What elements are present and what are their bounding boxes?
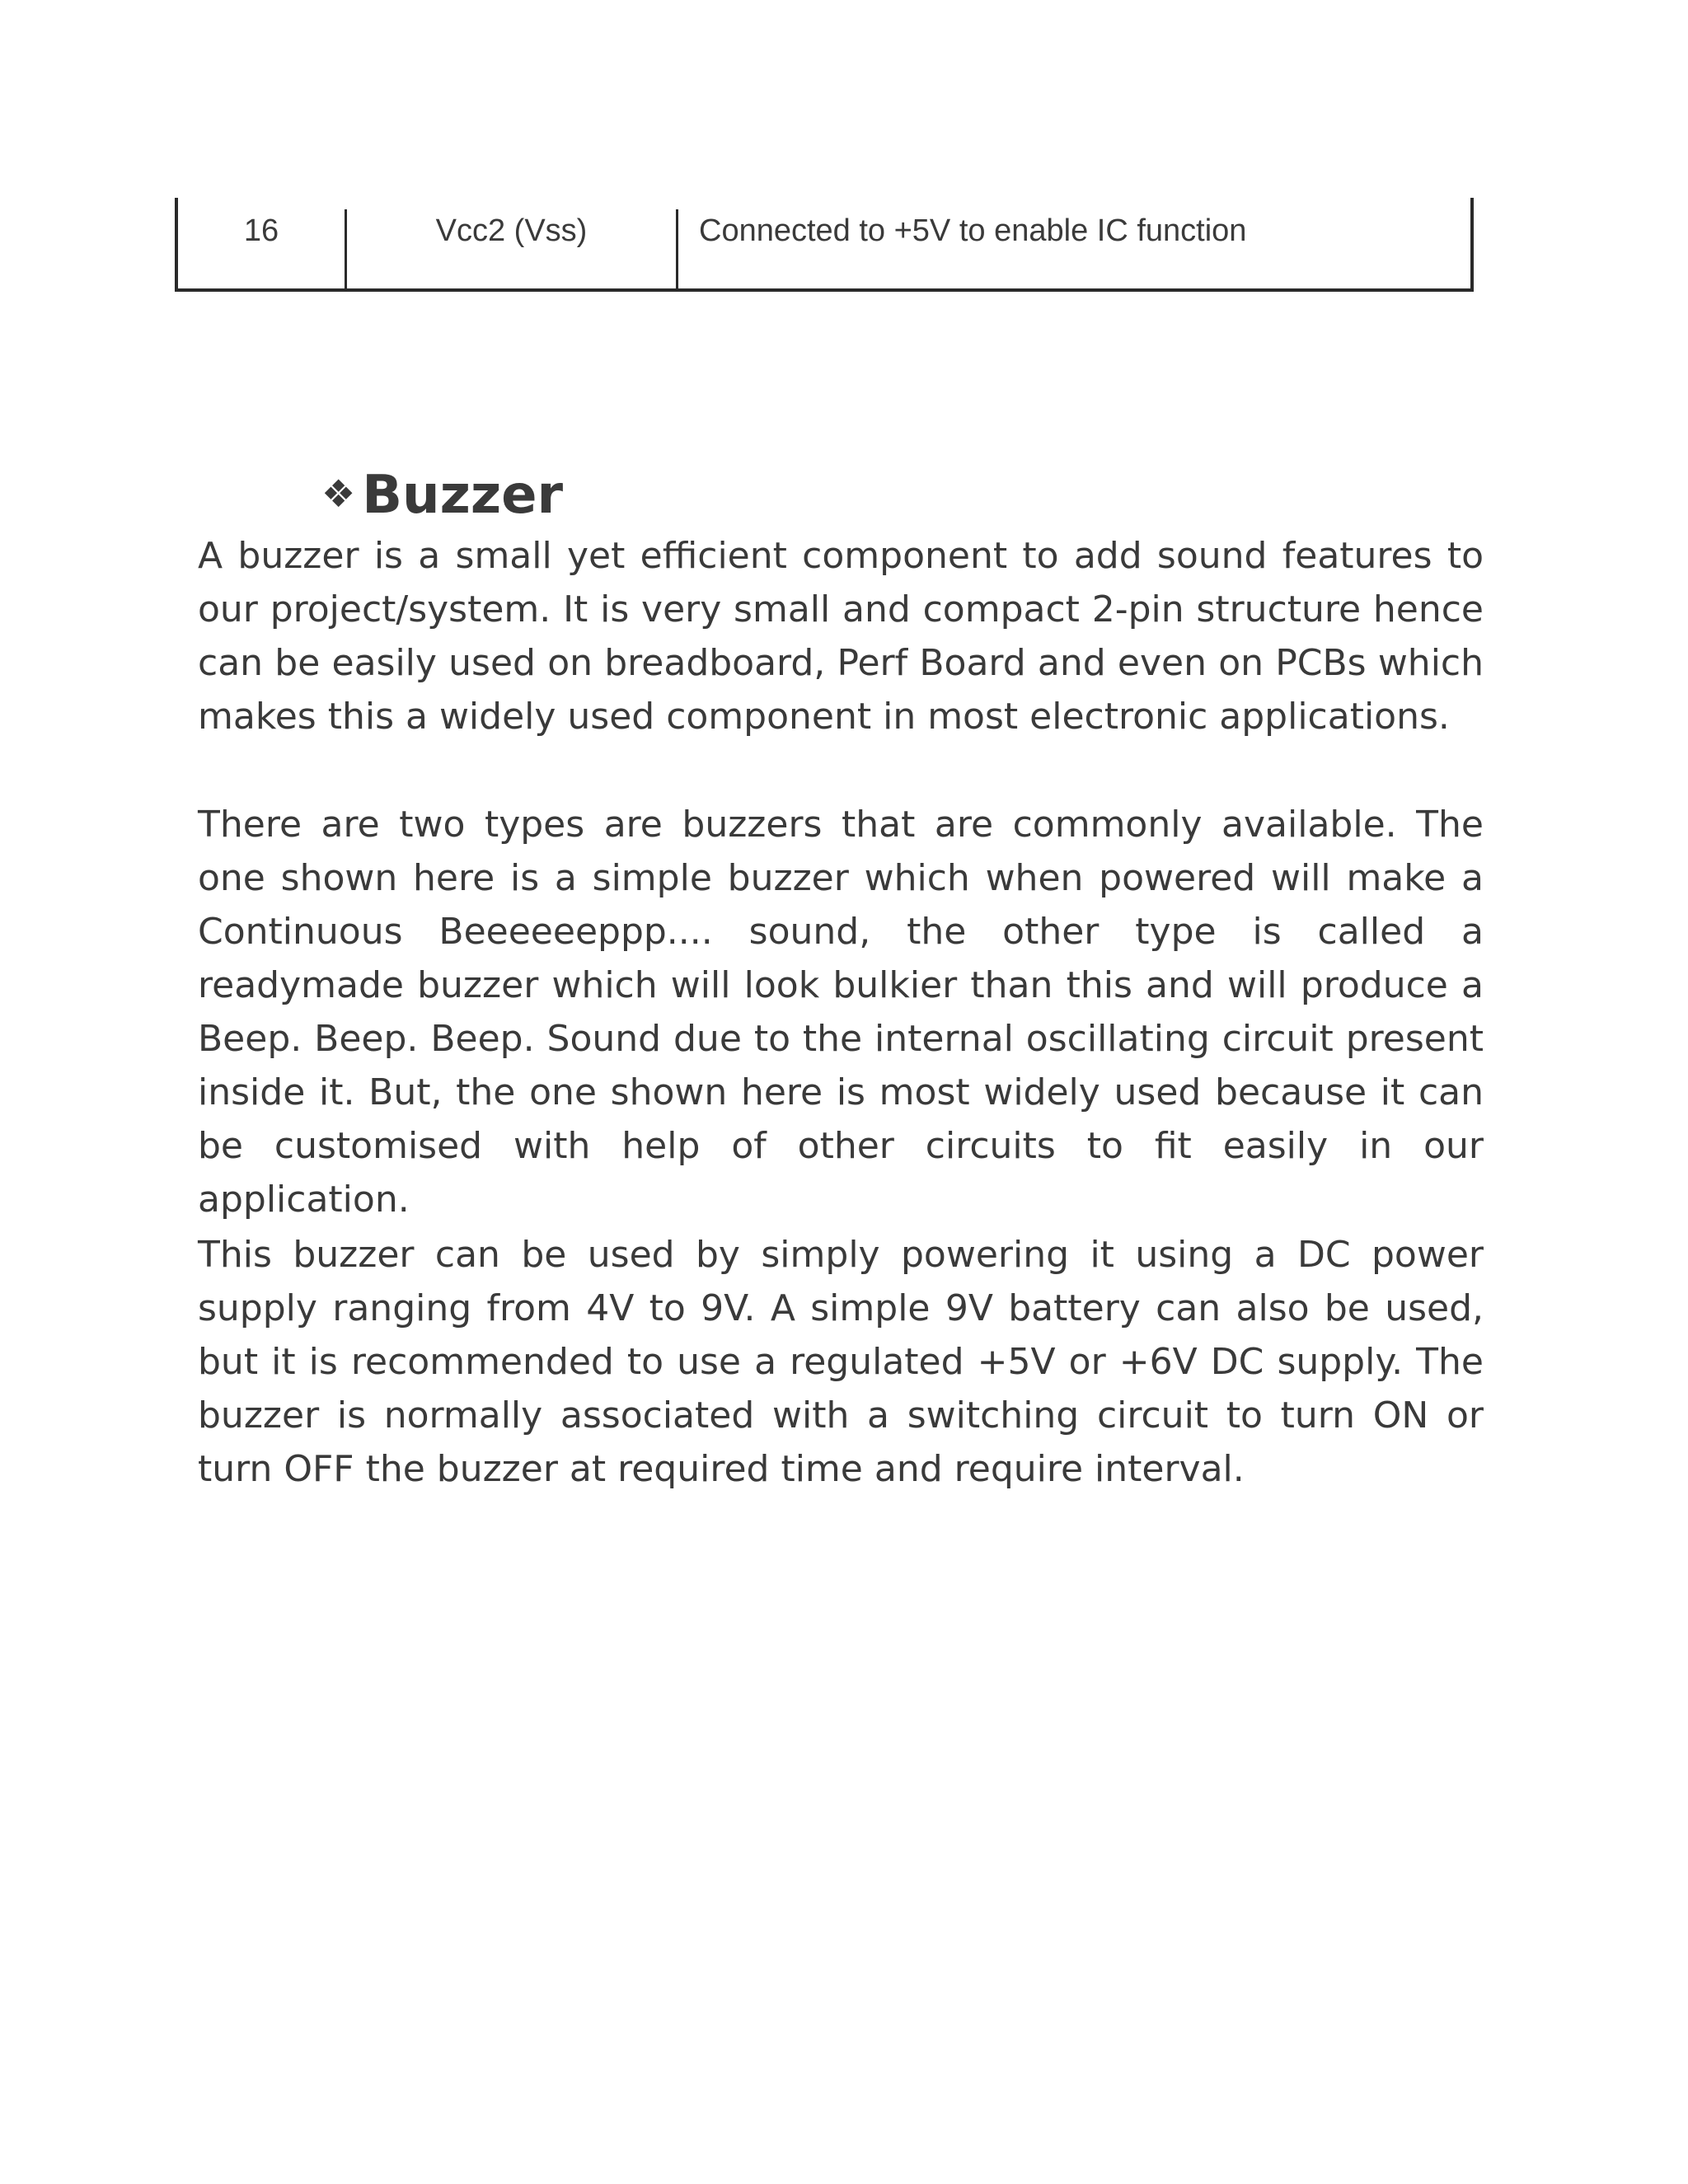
body-paragraph: This buzzer can be used by simply powering it using a DC power supply ranging from 4V to 9V. A simple 9V battery can also be used, but it is recommended to use a regulated +5V or +6V DC supply. The buzzer is normally associated with a switching circuit to turn ON or turn OFF the buzzer at required time and require interval. xyxy=(198,1234,1484,1490)
table-cell-description: Connected to +5V to enable IC function xyxy=(699,213,1247,248)
pin-table-fragment xyxy=(175,198,1474,292)
diamond-bullet-icon: ❖ xyxy=(321,471,356,517)
section-heading xyxy=(321,465,564,527)
table-cell-pin-name: Vcc2 (Vss) xyxy=(435,213,588,248)
section-title: Buzzer xyxy=(362,465,564,527)
body-paragraph: There are two types are buzzers that are commonly available. The one shown here is a simple buzzer which when powered will make a Continuous Beeeeeeppp.... sound, the other type is called a readymade buzzer which will look bulkier than this and will produce a Beep. Beep. Beep. Sound due to the internal oscillating circuit present inside it. But, the one shown here is most widely used because it can be customised with help of other circuits to fit easily in our application. xyxy=(198,804,1484,1221)
body-paragraph: A buzzer is a small yet efficient component to add sound features to our project/system. It is very small and compact 2-pin structure hence can be easily used on breadboard, Perf Board and even on PCBs which makes this a widely used component in most electronic applications. xyxy=(198,535,1484,738)
table-column-divider xyxy=(676,209,678,288)
table-cell-pin-number: 16 xyxy=(243,213,279,248)
